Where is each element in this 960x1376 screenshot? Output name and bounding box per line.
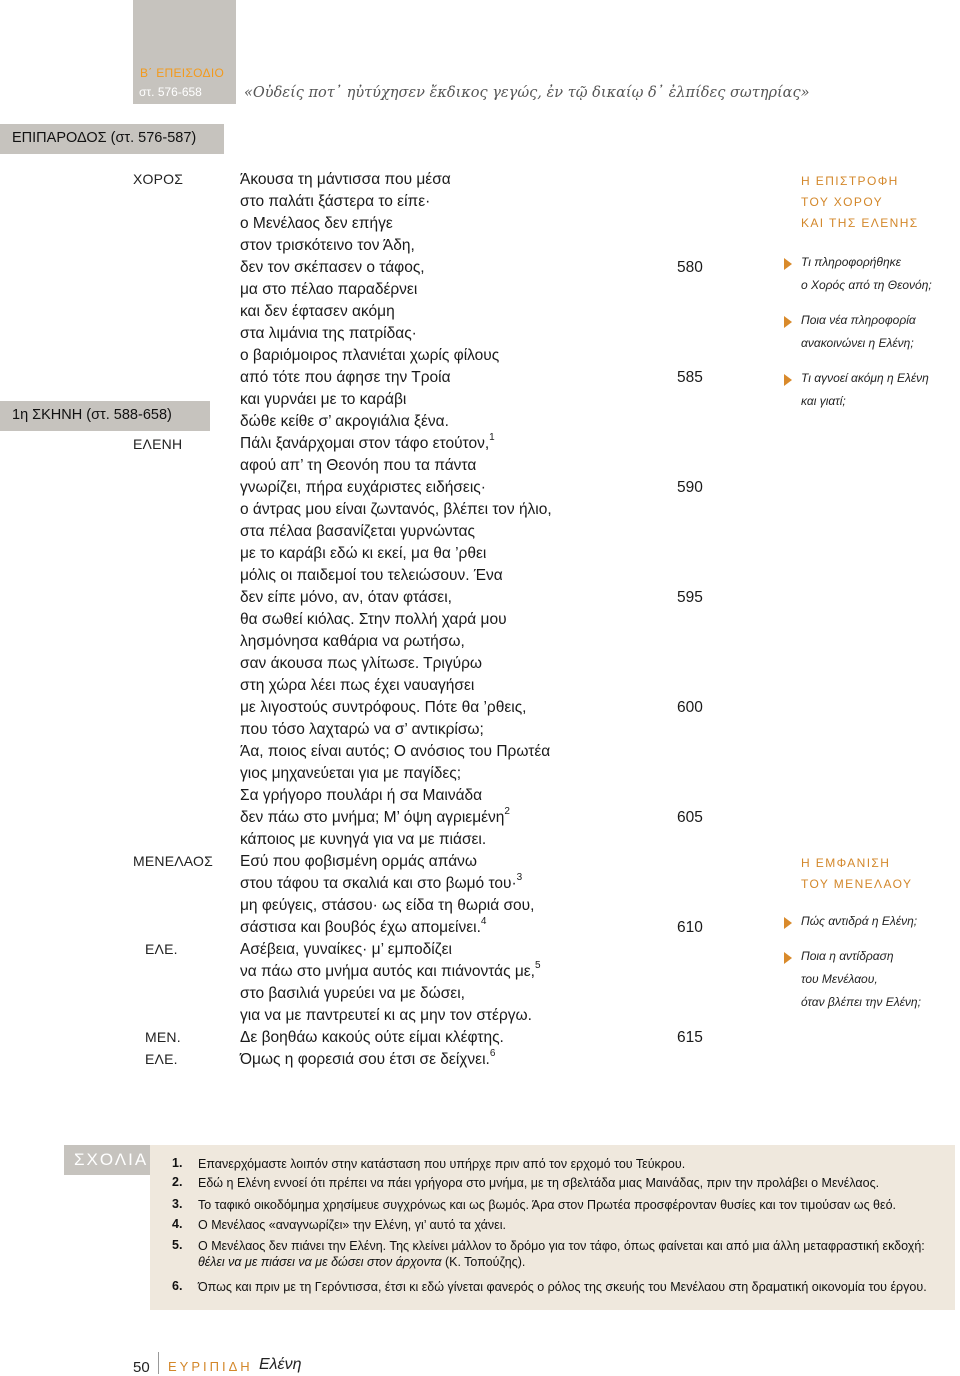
verse-line: στα πέλαα βασανίζεται γυρνώντας <box>240 523 476 540</box>
margin-section-title: Η ΕΠΙΣΤΡΟΦΗ ΤΟΥ ΧΟΡΟΥ ΚΑΙ ΤΗΣ ΕΛΕΝΗΣ <box>801 174 919 230</box>
verse-line: ο Μενέλαος δεν επήγε <box>240 215 393 232</box>
notes-label: ΣΧΟΛΙΑ <box>74 1150 149 1169</box>
verse-line: Εσύ που φοβισμένη ορμάς απάνω <box>240 853 478 870</box>
note-text: Επανερχόμαστε λοιπόν στην κατάσταση που υπήρχε πριν από τον ερχομό του Τεύκρου. <box>198 1157 686 1171</box>
verse-line: στη χώρα λέει πως έχει ναυαγήσει <box>240 677 475 694</box>
line-number: 585 <box>677 369 703 386</box>
verse-line: σαν άκουσα πως γλίτωσε. Τριγύρω <box>240 655 483 672</box>
line-number: 610 <box>677 919 703 936</box>
verse-line: σάστισα και βουβός έχω απομείνει.$^4$ <box>240 915 487 936</box>
arrow-bullet-icon <box>784 917 792 929</box>
epiparodos-band <box>0 124 224 154</box>
arrow-bullet-icon <box>784 952 792 964</box>
note-number: 5. <box>172 1238 183 1252</box>
verse-line: Όμως η φορεσιά σου έτσι σε δείχνει.$^6$ <box>240 1047 496 1068</box>
footnote-mark: 3 <box>516 871 523 883</box>
verse-line: γιος μηχανεύεται για με παγίδες; <box>240 765 462 782</box>
arrow-bullet-icon <box>784 374 792 386</box>
footer-play-title: Ελένη <box>259 1356 302 1373</box>
verse-line: στον τρισκότεινο τον Άδη, <box>240 237 415 254</box>
footnote-mark: 5 <box>535 959 541 971</box>
margin-question: Πώς αντιδρά η Ελένη; <box>801 914 918 928</box>
verse-line: αφού απ’ τη Θεονόη που τα πάντα <box>240 457 477 474</box>
speaker-helen: ΕΛΕΝΗ <box>133 436 183 452</box>
footnote-mark: 4 <box>480 915 487 927</box>
line-number: 600 <box>677 699 703 716</box>
note-text: Όπως και πριν με τη Γερόντισσα, έτσι κι εδώ γίνεται φανερός ο ρόλος της σκευής του Μενέλαου στη δραματική οικονομία του έργου. <box>198 1280 927 1294</box>
scene-band <box>0 401 210 431</box>
epigraph-quote: «Οὐδείς ποτ᾽ ηὐτύχησεν ἔκδικος γεγώς, ἐν τῷ δικαίῳ δ᾽ ἐλπίδες σωτηρίας» <box>244 85 810 101</box>
verse-line: δεν πάω στο μνήμα; Μ’ όψη αγριεμένη$^2$ <box>240 805 510 826</box>
margin-question: Ποια νέα πληροφορία ανακοινώνει η Ελένη; <box>801 313 916 350</box>
arrow-bullet-icon <box>784 316 792 328</box>
margin-question: Τι αγνοεί ακόμη η Ελένη και γιατί; <box>801 371 929 408</box>
verse-line: με το καράβι εδώ κι εκεί, μα θα ’ρθει <box>240 545 487 562</box>
verse-line: δεν τον σκέπασεν ο τάφος, <box>240 259 425 276</box>
speaker-chorus: ΧΟΡΟΣ <box>133 171 184 187</box>
verse-line: στα λιμάνια της πατρίδας· <box>240 325 417 342</box>
note-number: 2. <box>172 1175 183 1189</box>
note-number: 4. <box>172 1217 183 1231</box>
verse-line: και δεν έφτασεν ακόμη <box>240 303 395 320</box>
verse-line: Πάλι ξανάρχομαι στον τάφο ετούτον,$^1$ <box>240 431 495 452</box>
margin-question: Τι πληροφορήθηκε ο Χορός από τη Θεονόη; <box>801 255 932 292</box>
speaker-helen-short: ΕΛΕ. <box>145 941 178 957</box>
verse-block <box>240 169 552 1071</box>
notes-tab <box>64 1145 150 1175</box>
verse-line: μα στο πέλαο παραδέρνει <box>240 281 418 298</box>
verse-line: για να με παντρευτεί κι ας μην τον στέργω. <box>240 1007 532 1024</box>
verse-line: Άκουσα τη μάντισσα που μέσα <box>240 171 451 188</box>
verse-line: από τότε που άφησε την Τροία <box>240 369 451 386</box>
verse-line: στο παλάτι ξάστερα το είπε· <box>240 193 431 210</box>
line-number: 605 <box>677 809 703 826</box>
footnote-mark: 6 <box>489 1047 496 1059</box>
line-number: 595 <box>677 589 703 606</box>
verse-line: στο βασιλιά γυρεύει να με δώσει, <box>240 985 465 1002</box>
verse-line: να πάω στο μνήμα αυτός και πιάνοντάς με,$^5$ <box>240 959 541 980</box>
verse-line: στου τάφου τα σκαλιά και στο βωμό του·$^3$ <box>240 871 523 892</box>
episode-title: Β΄ ΕΠΕΙΣΟΔΙΟ <box>140 66 225 80</box>
margin-section-title: Η ΕΜΦΑΝΙΣΗ ΤΟΥ ΜΕΝΕΛΑΟΥ <box>801 856 913 891</box>
speaker-men-short: ΜΕΝ. <box>145 1029 181 1045</box>
epiparodos-label: ΕΠΙΠΑΡΟΔΟΣ (στ. 576-587) <box>12 130 197 146</box>
footer-divider <box>158 1352 159 1374</box>
note-text: Ο Μενέλαος «αναγνωρίζει» την Ελένη, γι’ αυτό τα χάνει. <box>198 1218 506 1232</box>
footnote-mark: 2 <box>504 805 510 817</box>
page-number: 50 <box>133 1359 150 1376</box>
verse-line: λησμόνησα καθάρια να ρωτήσω, <box>240 633 465 650</box>
scene-label: 1η ΣΚΗΝΗ (στ. 588-658) <box>12 407 172 423</box>
verse-line: μόλις οι παιδεμοί του τελειώσουν. Ένα <box>240 567 503 584</box>
margin-question: Ποια η αντίδραση του Μενέλαου, όταν βλέπει την Ελένη; <box>801 949 921 1009</box>
line-number: 615 <box>677 1029 703 1046</box>
note-number: 3. <box>172 1197 183 1211</box>
verse-line: ο βαριόμοιρος πλανιέται χωρίς φίλους <box>240 347 500 364</box>
verse-line: Άα, ποιος είναι αυτός; Ο ανόσιος του Πρωτέα <box>240 743 551 760</box>
footer-author: ΕΥΡΙΠΙΔΗ <box>168 1359 253 1374</box>
note-number: 1. <box>172 1156 183 1170</box>
note-text: Ο Μενέλαος δεν πιάνει την Ελένη. Της κλείνει μάλλον το δρόμο για τον τάφο, όπως φαίνεται και από μια άλλη μεταφραστική εκδοχή: θέλει να με πιάσει να με δώσει στον άρχοντα (Κ. Τοπούζης). <box>198 1239 925 1269</box>
verse-line: δώθε κείθε σ’ ακρογιάλια ξένα. <box>240 413 449 430</box>
speaker-menelaus: ΜΕΝΕΛΑΟΣ <box>133 853 213 869</box>
line-number: 580 <box>677 259 703 276</box>
verse-line: Δε βοηθάω κακούς ούτε είμαι κλέφτης. <box>240 1029 504 1046</box>
note-text: Το ταφικό οικοδόμημα χρησίμευε συγχρόνως και ως βωμός. Άρα στον Πρωτέα προσφέρονταν θυσίες και τον τιμούσαν ως θεό. <box>198 1198 897 1212</box>
episode-range: στ. 576-658 <box>139 85 202 99</box>
verse-line: με λιγοστούς συντρόφους. Πότε θα ’ρθεις, <box>240 699 527 716</box>
line-number: 590 <box>677 479 703 496</box>
verse-line: γνωρίζει, πήρα ευχάριστες ειδήσεις· <box>240 479 486 496</box>
verse-line: Σα γρήγορο πουλάρι ή σα Μαινάδα <box>240 787 483 804</box>
verse-line: και γυρνάει με το καράβι <box>240 391 407 408</box>
note-text: Εδώ η Ελένη εννοεί ότι πρέπει να πάει γρήγορα στο μνήμα, με τη σβελτάδα μιας Μαινάδας, πριν την προλάβει ο Μενέλαος. <box>198 1176 880 1190</box>
arrow-bullet-icon <box>784 258 792 270</box>
speaker-helen-short-2: ΕΛΕ. <box>145 1051 178 1067</box>
verse-line: ο άντρας μου είναι ζωντανός, βλέπει τον ήλιο, <box>240 501 552 518</box>
verse-line: θα σωθεί κιόλας. Στην πολλή χαρά μου <box>240 611 507 628</box>
verse-line: δεν είπε μόνο, αν, όταν φτάσει, <box>240 589 452 606</box>
verse-line: κάποιος με κυνηγά για να με πιάσει. <box>240 831 487 848</box>
verse-line: που τόσο λαχταρώ να σ’ αντικρίσω; <box>240 721 484 738</box>
verse-line: Ασέβεια, γυναίκες· μ’ εμποδίζει <box>240 941 452 958</box>
footnote-mark: 1 <box>489 431 495 443</box>
note-number: 6. <box>172 1279 183 1293</box>
verse-line: μη φεύγεις, στάσου· ως είδα τη θωριά σου, <box>240 897 535 914</box>
